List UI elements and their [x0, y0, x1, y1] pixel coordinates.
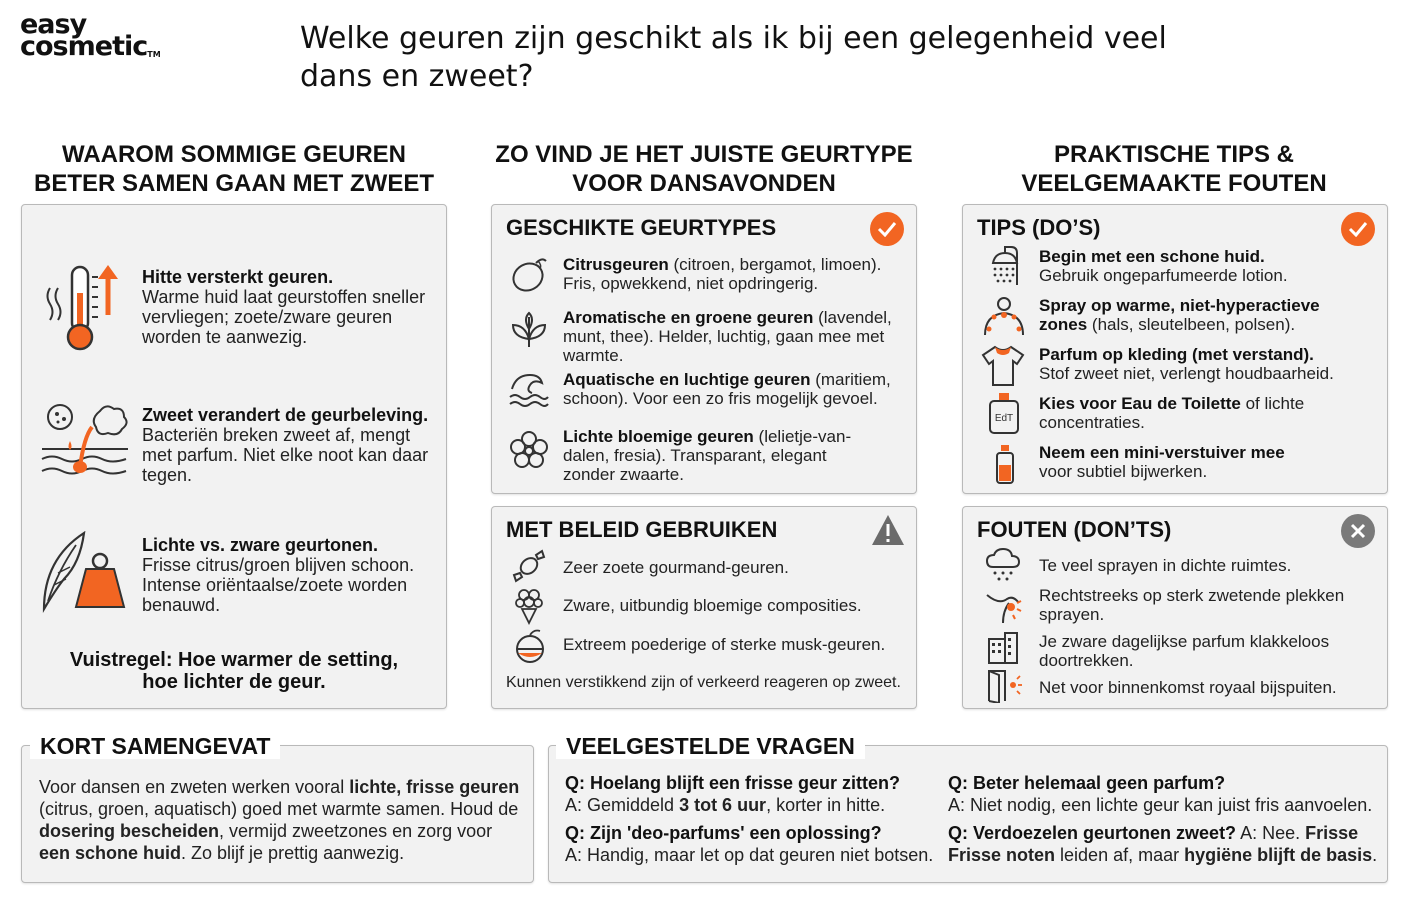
- error-badge-icon: [1341, 514, 1375, 548]
- feather-weight-icon: [38, 531, 130, 613]
- suitable-panel: [491, 204, 917, 494]
- donts-title: FOUTEN (DON’TS): [977, 517, 1172, 542]
- thermometer-icon: [40, 263, 130, 353]
- faq-item-2: Q: Zijn 'deo-parfums' een oplossing? A: Handig, maar let op dat geuren niet botsen.: [565, 823, 934, 865]
- summary-title: KORT SAMENGEVAT: [30, 733, 280, 759]
- donts-item-4: Net voor binnenkomst royaal bijspuiten.: [1039, 678, 1337, 697]
- leaf-icon: [508, 309, 550, 351]
- caution-footer: Kunnen verstikkend zijn of verkeerd reageren op zweet.: [506, 674, 901, 691]
- check-badge-icon: [870, 212, 904, 246]
- left-item-2: Zweet verandert de geurbeleving. Bacteriën breken zweet af, mengt met parfum. Niet elke noot kan daar tegen.: [142, 405, 429, 485]
- body-pulse-icon: [981, 295, 1027, 337]
- dos-title: TIPS (DO’S): [977, 215, 1101, 240]
- lemon-icon: [508, 253, 550, 295]
- door-spray-icon: [985, 669, 1023, 703]
- right-column-heading: PRAKTISCHE TIPS & VEELGEMAAKTE FOUTEN: [1021, 141, 1327, 197]
- cloud-spray-icon: [985, 547, 1021, 583]
- edt-bottle-icon: [987, 391, 1021, 435]
- dos-item-2: Spray op warme, niet-hyperactieve zones (hals, sleutelbeen, polsen).: [1039, 296, 1320, 334]
- left-column-heading: WAAROM SOMMIGE GEUREN BETER SAMEN GAAN MET ZWEET: [34, 141, 434, 197]
- suitable-item-1: Citrusgeuren (citroen, bergamot, limoen). Fris, opwekkend, niet opdringerig.: [563, 255, 882, 293]
- suitable-item-3: Aquatische en luchtige geuren (maritiem, schoon). Voor een zo fris mogelijk gevoel.: [563, 370, 891, 408]
- edt-label: EdT: [994, 413, 1014, 424]
- brand-logo[interactable]: [20, 9, 161, 62]
- armpit-spray-icon: [983, 585, 1023, 625]
- wave-icon: [508, 367, 550, 409]
- donts-panel: [962, 506, 1388, 709]
- dos-panel: [962, 204, 1388, 494]
- suitable-item-4: Lichte bloemige geuren (lelietje-van-dalen, fresia). Transparant, elegant zonder zwaarte.: [563, 427, 852, 484]
- caution-item-2: Zware, uitbundig bloemige composities.: [563, 596, 862, 615]
- left-item-1: Hitte versterkt geuren. Warme huid laat geurstoffen sneller vervliegen; zoete/zware geuren worden te aanwezig.: [142, 267, 426, 347]
- powder-icon: [514, 629, 546, 663]
- middle-column-heading: ZO VIND JE HET JUISTE GEURTYPE VOOR DANSAVONDEN: [495, 141, 913, 197]
- flower-icon: [508, 429, 550, 471]
- suitable-item-2: Aromatische en groene geuren (lavendel, munt, thee). Helder, luchtig, gaan mee met warmte.: [563, 308, 892, 365]
- tshirt-icon: [981, 343, 1025, 387]
- faq-item-3: Q: Beter helemaal geen parfum? A: Niet nodig, een lichte geur kan juist fris aanvoelen.: [948, 773, 1373, 815]
- suitable-title: GESCHIKTE GEURTYPES: [506, 215, 777, 240]
- logo-line-1: easy: [20, 9, 87, 40]
- check-badge-icon: [1341, 212, 1375, 246]
- mini-spray-icon: [993, 443, 1017, 485]
- caution-item-1: Zeer zoete gourmand-geuren.: [563, 558, 789, 577]
- bouquet-icon: [512, 587, 546, 625]
- dos-item-5: Neem een mini-verstuiver mee voor subtiel bijwerken.: [1039, 443, 1285, 481]
- logo-line-2: cosmetic™: [20, 31, 161, 62]
- dos-item-1: Begin met een schone huid. Gebruik ongeparfumeerde lotion.: [1039, 247, 1288, 285]
- candy-icon: [512, 549, 546, 583]
- faq-title: VEELGESTELDE VRAGEN: [556, 733, 865, 759]
- dos-item-4: Kies voor Eau de Toilette of lichte concentraties.: [1039, 394, 1305, 432]
- caution-title: MET BELEID GEBRUIKEN: [506, 517, 778, 542]
- office-building-icon: [985, 631, 1021, 665]
- donts-item-3: Je zware dagelijkse parfum klakkeloos doortrekken.: [1039, 632, 1330, 670]
- faq-item-1: Q: Hoelang blijft een frisse geur zitten? A: Gemiddeld 3 tot 6 uur, korter in hitte.: [565, 773, 901, 815]
- skin-bacteria-icon: [40, 401, 130, 485]
- donts-item-2: Rechtstreeks op sterk zwetende plekken sprayen.: [1039, 586, 1345, 624]
- rule-of-thumb: Vuistregel: Hoe warmer de setting, hoe lichter de geur.: [69, 649, 399, 693]
- page-title: Welke geuren zijn geschikt als ik bij een gelegenheid veel dans en zweet?: [300, 21, 1167, 94]
- faq-item-4: Q: Verdoezelen geurtonen zweet? A: Nee. Frisse Frisse noten leiden af, maar hygiëne blijft de basis.: [948, 823, 1378, 865]
- summary-text: Voor dansen en zweten werken vooral lichte, frisse geuren (citrus, groen, aquatisch) goed met warmte samen. Houd de dosering bescheiden, vermijd zweetzones en zorg voor een schone huid. Zo blijf je prettig aanwezig.: [39, 777, 520, 863]
- shower-icon: [983, 245, 1025, 287]
- donts-item-1: Te veel sprayen in dichte ruimtes.: [1039, 556, 1292, 575]
- left-item-3: Lichte vs. zware geurtonen. Frisse citrus/groen blijven schoon. Intense oriëntaalse/zoete worden benauwd.: [142, 535, 415, 615]
- warning-badge-icon: [870, 513, 906, 547]
- caution-panel: [491, 506, 917, 709]
- why-panel: [21, 204, 447, 709]
- dos-item-3: Parfum op kleding (met verstand). Stof zweet niet, verlengt houdbaarheid.: [1039, 345, 1334, 383]
- caution-item-3: Extreem poederige of sterke musk-geuren.: [563, 635, 886, 654]
